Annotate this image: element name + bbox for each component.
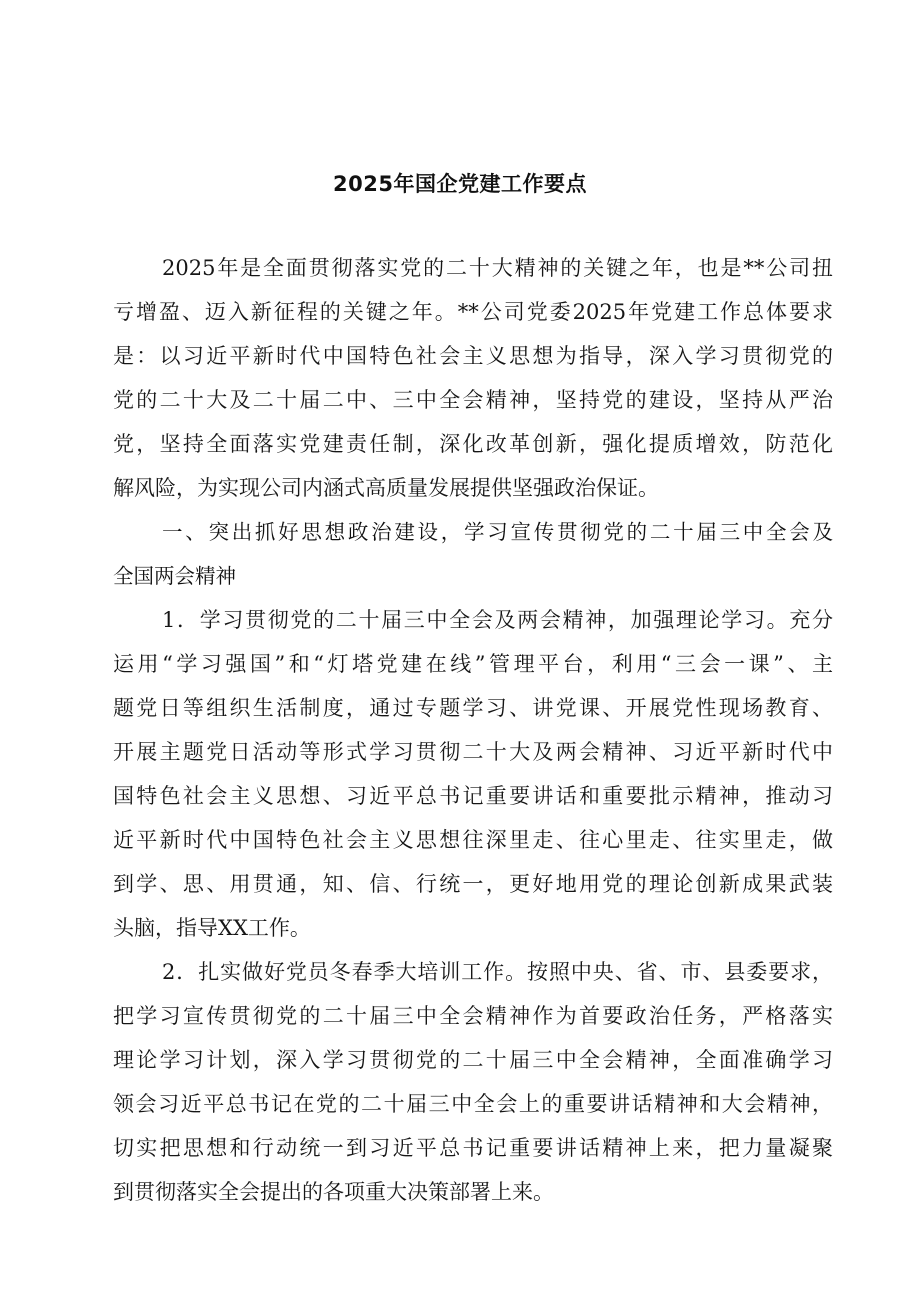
- paragraph-line: 理论学习计划，深入学习贯彻党的二十届三中全会精神，全面准确学习: [113, 1048, 833, 1072]
- document-title: 2025年国企党建工作要点: [333, 172, 587, 196]
- paragraph-line: 开展主题党日活动等形式学习贯彻二十大及两会精神、习近平新时代中: [113, 740, 833, 764]
- paragraph-line: 国特色社会主义思想、习近平总书记重要讲话和重要批示精神，推动习: [113, 784, 833, 808]
- paragraph-line: 是：以习近平新时代中国特色社会主义思想为指导，深入学习贯彻党的: [113, 344, 833, 368]
- paragraph-line: 2．扎实做好党员冬春季大培训工作。按照中央、省、市、县委要求，: [162, 960, 833, 984]
- paragraph-line: 题党日等组织生活制度，通过专题学习、讲党课、开展党性现场教育、: [113, 696, 833, 720]
- paragraph-line: 领会习近平总书记在党的二十届三中全会上的重要讲话精神和大会精神，: [113, 1092, 833, 1116]
- paragraph-line: 切实把思想和行动统一到习近平总书记重要讲话精神上来，把力量凝聚: [113, 1136, 833, 1160]
- section-heading: 全国两会精神: [113, 564, 236, 588]
- paragraph-line: 解风险，为实现公司内涵式高质量发展提供坚强政治保证。: [113, 476, 659, 500]
- paragraph-line: 亏增盈、迈入新征程的关键之年。**公司党委2025年党建工作总体要求: [113, 300, 833, 324]
- paragraph-line: 运用“学习强国”和“灯塔党建在线”管理平台，利用“三会一课”、主: [113, 652, 833, 676]
- paragraph-line: 到贯彻落实全会提出的各项重大决策部署上来。: [113, 1180, 554, 1204]
- paragraph-line: 把学习宣传贯彻党的二十届三中全会精神作为首要政治任务，严格落实: [113, 1004, 833, 1028]
- paragraph-line: 头脑，指导XX工作。: [113, 916, 311, 940]
- paragraph-line: 到学、思、用贯通，知、信、行统一，更好地用党的理论创新成果武装: [113, 872, 833, 896]
- section-heading: 一、突出抓好思想政治建设，学习宣传贯彻党的二十届三中全会及: [162, 520, 833, 544]
- paragraph-line: 2025年是全面贯彻落实党的二十大精神的关键之年，也是**公司扭: [162, 256, 833, 280]
- paragraph-line: 近平新时代中国特色社会主义思想往深里走、往心里走、往实里走，做: [113, 828, 833, 852]
- paragraph-line: 1．学习贯彻党的二十届三中全会及两会精神，加强理论学习。充分: [162, 608, 833, 632]
- paragraph-line: 党的二十大及二十届二中、三中全会精神，坚持党的建设，坚持从严治: [113, 388, 833, 412]
- paragraph-line: 党，坚持全面落实党建责任制，深化改革创新，强化提质增效，防范化: [113, 432, 833, 456]
